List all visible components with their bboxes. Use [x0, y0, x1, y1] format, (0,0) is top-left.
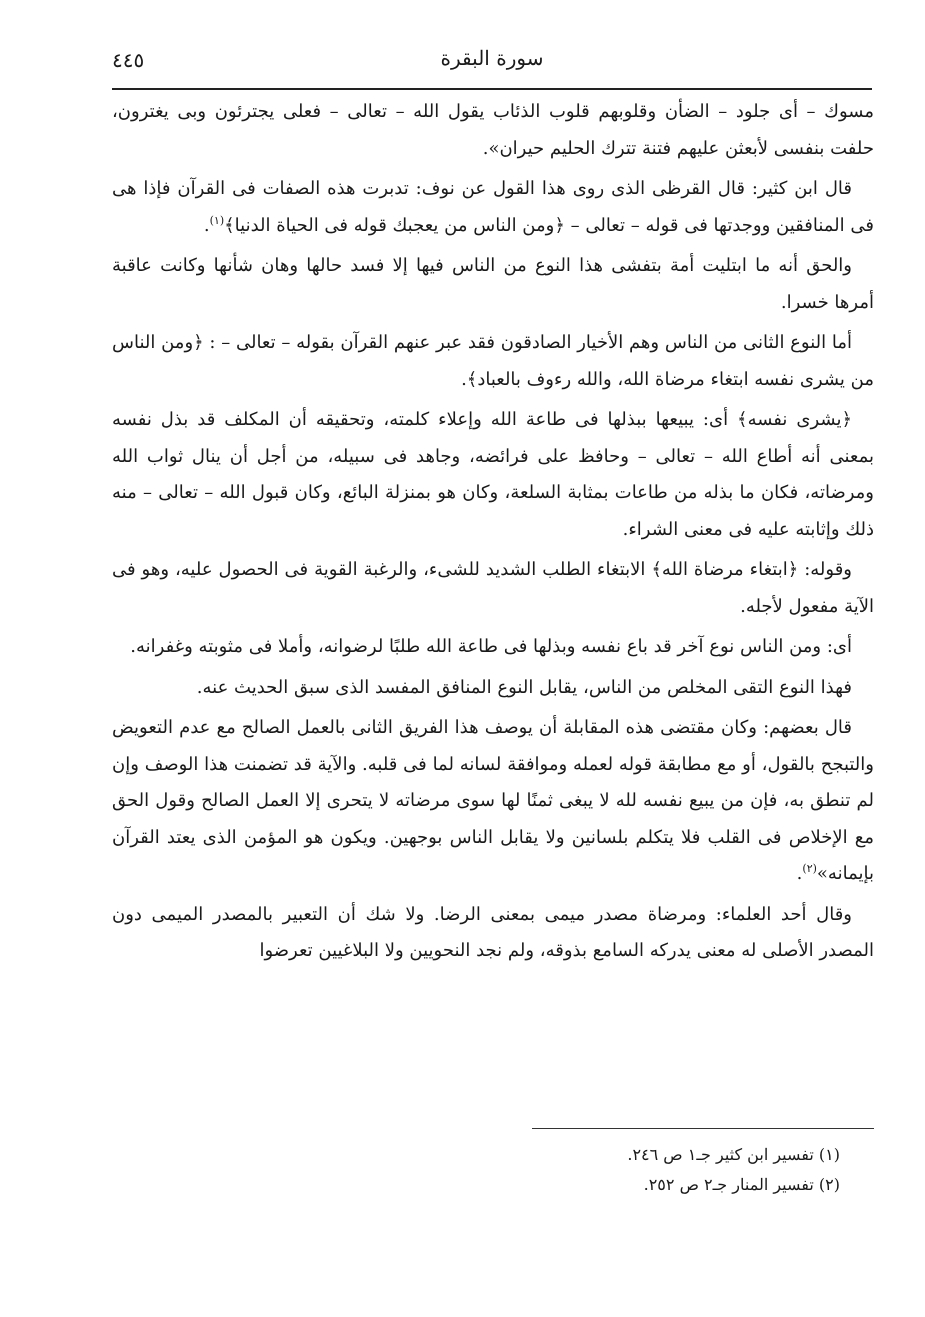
- footnote: (١) تفسير ابن كثير جـ١ ص ٢٤٦.: [627, 1145, 840, 1164]
- paragraph-text: قال بعضهم: وكان مقتضى هذه المقابلة أن يوصف هذا الفريق الثانى بالعمل الصالح مع عدم التعويض والتبجح بالقول، أو مع مطابقة قوله لعمله وموافقة لسانه لما فى قلبه. والآية قد تضمنت هذا الوصف وإن لم تنطق به، فإن من يبيع نفسه لله لا يبغى ثمنًا لها سوى مرضاته لا يتحرى إلا العمل الصالح وقول الحق مع الإخلاص فى القلب فلا يتكلم بلسانين ولا يقابل الناس بوجهين. ويكون هو المؤمن الذى يعتد القرآن بإيمانه»: [112, 717, 874, 884]
- footnote-mark: (١): [209, 213, 225, 227]
- paragraph: أى: ومن الناس نوع آخر قد باع نفسه وبذلها فى طاعة الله طلبًا لرضوانه، وأملا فى مثوبته وغفرانه.: [130, 636, 852, 657]
- footnotes: [112, 1140, 840, 1200]
- footnote: (٢) تفسير المنار جـ٢ ص ٢٥٢.: [643, 1175, 840, 1194]
- paragraph: قال ابن كثير: قال القرظى الذى روى هذا القول عن نوف: تدبرت هذه الصفات فى القرآن فإذا هى فى المنافقين ووجدتها فى قوله – تعالى – ﴿ومن الناس من يعجبك قوله فى الحياة الدنيا﴾$^{(١)}$.: [112, 178, 874, 236]
- paragraph: قال بعضهم: وكان مقتضى هذه المقابلة أن يوصف هذا الفريق الثانى بالعمل الصالح مع عدم التعويض والتبجح بالقول، أو مع مطابقة قوله لعمله وموافقة لسانه لما فى قلبه. والآية قد تضمنت هذا الوصف وإن لم تنطق به، فإن من يبيع نفسه لله لا يبغى ثمنًا لها سوى مرضاته لا يتحرى إلا العمل الصالح وقول الحق مع الإخلاص فى القلب فلا يتكلم بلسانين ولا يقابل الناس بوجهين. ويكون هو المؤمن الذى يعتد القرآن بإيمانه»$^{(٢)}$.: [112, 717, 874, 884]
- paragraph: أما النوع الثانى من الناس وهم الأخيار الصادقون فقد عبر عنهم القرآن بقوله – تعالى – : ﴿ومن الناس من يشرى نفسه ابتغاء مرضاة الله، والله رءوف بالعباد﴾.: [112, 332, 874, 390]
- paragraph: ﴿يشرى نفسه﴾ أى: يبيعها ببذلها فى طاعة الله وإعلاء كلمته، وتحقيقه أن المكلف قد بذل نفسه بمعنى أنه أطاع الله – تعالى – وحافظ على فرائضه، وجاهد فى سبيله، من أجل أن ينال ثواب الله ومرضاته، فكان ما بذله من طاعات بمثابة السلعة، وكان هو بمنزلة البائع، وكان قبول الله – تعالى – منه ذلك وإثابته عليه فى معنى الشراء.: [112, 409, 874, 540]
- footnote-mark: (٢): [802, 862, 817, 875]
- page-number: ٤٤٥: [112, 48, 145, 72]
- paragraph: والحق أنه ما ابتليت أمة بتفشى هذا النوع من الناس فيها إلا فسد حالها وهان شأنها وكانت عاقبة أمرها خسرا.: [112, 255, 874, 313]
- paragraph: مسوك – أى جلود – الضأن وقلوبهم قلوب الذئاب يقول الله – تعالى – فعلى يجترئون وبى يغترون، حلفت بنفسى لأبعثن عليهم فتنة تترك الحليم حيران».: [112, 101, 874, 159]
- paragraph: وقوله: ﴿ابتغاء مرضاة الله﴾ الابتغاء الطلب الشديد للشىء، والرغبة القوية فى الحصول عليه، وهو فى الآية مفعول لأجله.: [112, 559, 874, 617]
- paragraph-text: قال ابن كثير: قال القرظى الذى روى هذا القول عن نوف: تدبرت هذه الصفات فى القرآن فإذا هى فى المنافقين ووجدتها فى قوله – تعالى – ﴿ومن الناس من يعجبك قوله فى الحياة الدنيا﴾: [112, 178, 874, 236]
- page-header: [112, 40, 872, 80]
- header-divider: [112, 88, 872, 90]
- surah-title: سورة البقرة: [440, 46, 544, 70]
- paragraph: وقال أحد العلماء: ومرضاة مصدر ميمى بمعنى الرضا. ولا شك أن التعبير بالمصدر الميمى دون المصدر الأصلى له معنى يدركه السامع بذوقه، ولم نجد النحويين ولا البلاغيين تعرضوا: [112, 903, 874, 961]
- footnote-divider: [532, 1128, 874, 1129]
- main-text: [112, 94, 874, 974]
- paragraph: فهذا النوع التقى المخلص من الناس، يقابل النوع المنافق المفسد الذى سبق الحديث عنه.: [196, 676, 852, 698]
